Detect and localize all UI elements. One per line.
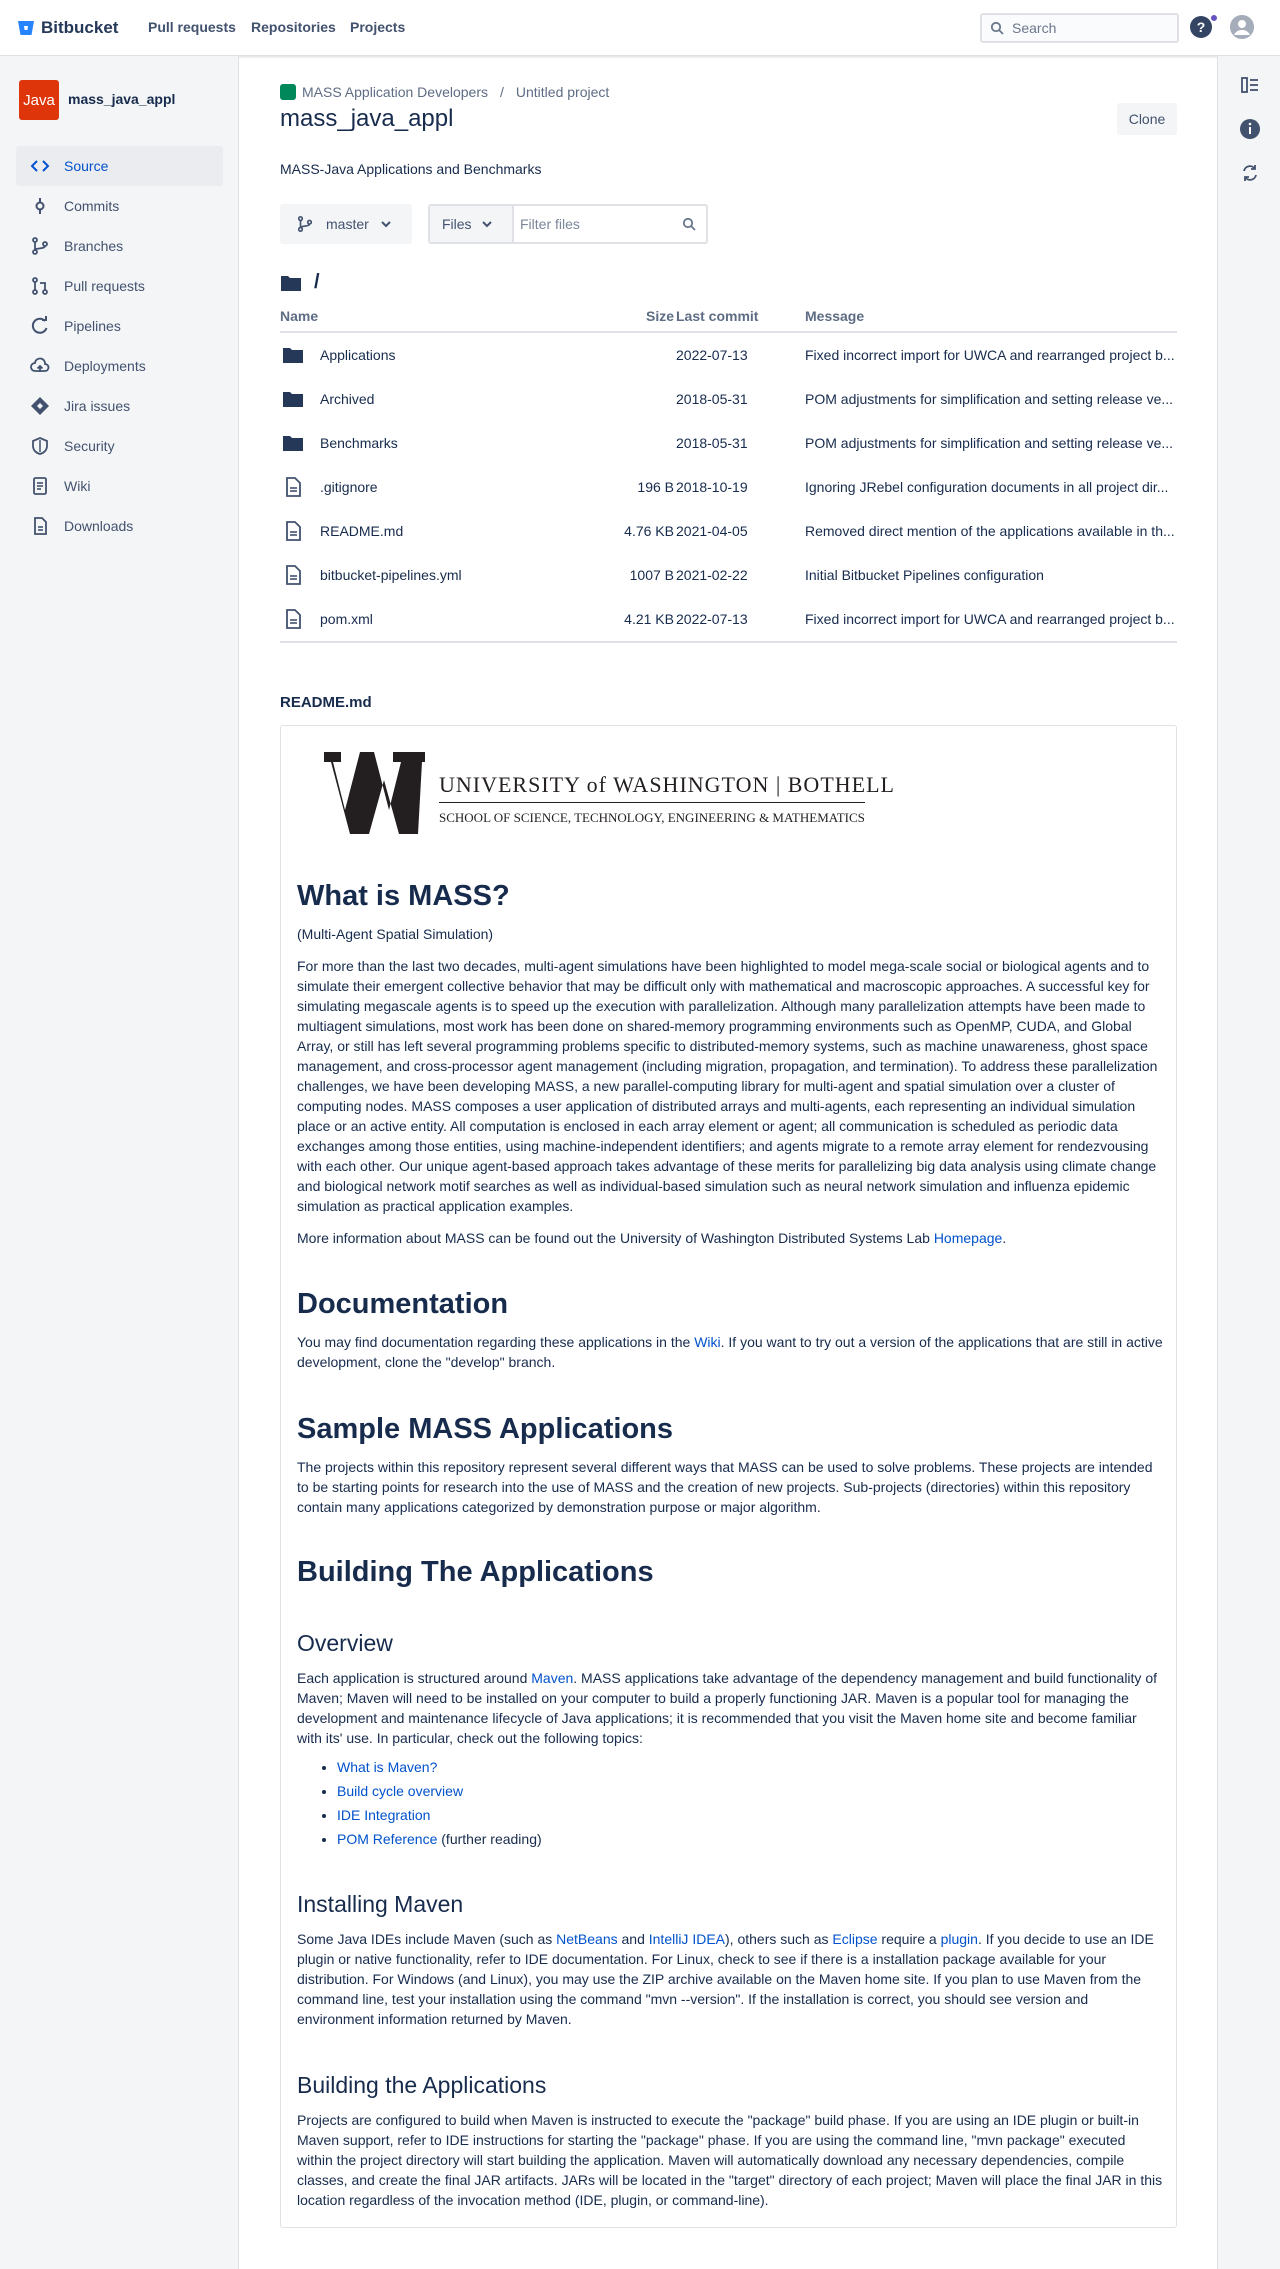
downloads-icon — [30, 516, 50, 536]
intellij-link[interactable]: IntelliJ IDEA — [648, 1931, 725, 1947]
file-filter — [428, 204, 708, 244]
commit-icon — [30, 196, 50, 216]
commit-message[interactable]: Fixed incorrect import for UWCA and rearranged project b... — [805, 611, 1175, 627]
sidebar-item-jira-issues[interactable] — [16, 386, 223, 426]
file-name[interactable]: README.md — [320, 523, 404, 539]
sidebar-item-deployments[interactable] — [16, 346, 223, 386]
topic-link[interactable]: Build cycle overview — [337, 1783, 464, 1799]
homepage-link[interactable]: Homepage — [933, 1230, 1003, 1246]
text: . MASS applications take advantage of the dependency management and build functionality of Maven; Maven will need to be installed on your computer to build a properly functioning JAR. Maven is a popular tool for managing the development and maintenance lifecycle of Java applications; it is recommended that you visit the Maven home site and become familiar with its' use. In particular, check out the following topics: — [297, 1670, 1158, 1746]
table-row[interactable] — [280, 422, 1177, 466]
column-name[interactable]: Name — [280, 308, 319, 324]
folder-icon — [282, 388, 304, 410]
paragraph-documentation — [297, 1332, 1163, 1372]
topic-suffix: (further reading) — [437, 1831, 542, 1847]
paragraph-more-info — [297, 1228, 1163, 1248]
search-input[interactable] — [980, 13, 1179, 43]
sidebar-item-commits[interactable] — [16, 186, 223, 226]
sync-icon[interactable] — [1239, 162, 1261, 184]
logo-line1: UNIVERSITY of WASHINGTON | BOTHELL — [439, 772, 895, 797]
plugin-link[interactable]: plugin — [940, 1931, 978, 1947]
bitbucket-icon — [17, 19, 35, 37]
commit-message[interactable]: POM adjustments for simplification and setting release ve... — [805, 391, 1174, 407]
heading-sample-apps: Sample MASS Applications — [297, 1413, 673, 1445]
repo-description: MASS-Java Applications and Benchmarks — [280, 161, 542, 177]
column-message[interactable]: Message — [805, 308, 865, 324]
clone-button[interactable]: Clone — [1117, 103, 1177, 135]
file-size: 4.76 KB — [624, 523, 674, 539]
file-size: 4.21 KB — [624, 611, 674, 627]
sidebar-item-label: Pipelines — [64, 318, 121, 334]
sidebar-item-security[interactable] — [16, 426, 223, 466]
commit-message[interactable]: Ignoring JRebel configuration documents in all project dir... — [805, 479, 1169, 495]
commit-message[interactable]: Initial Bitbucket Pipelines configuration — [805, 567, 1044, 583]
last-commit-date: 2018-05-31 — [676, 435, 748, 451]
heading-building-applications: Building the Applications — [297, 2072, 547, 2098]
text: Some Java IDEs include Maven (such as — [297, 1931, 557, 1947]
top-navigation — [0, 0, 1280, 56]
last-commit-date: 2022-07-13 — [676, 611, 748, 627]
help-icon[interactable]: ? — [1190, 16, 1212, 38]
topic-link[interactable]: What is Maven? — [337, 1759, 438, 1775]
file-name[interactable]: Applications — [320, 347, 396, 363]
text: More information about MASS can be found out the University of Washington Distributed Systems Lab — [297, 1230, 934, 1246]
file-icon — [282, 564, 304, 586]
heading-building: Building The Applications — [297, 1556, 654, 1588]
current-path — [280, 271, 320, 294]
commit-message[interactable]: Removed direct mention of the applications available in th... — [805, 523, 1175, 539]
file-icon — [282, 476, 304, 498]
last-commit-date: 2018-10-19 — [676, 479, 748, 495]
file-icon — [282, 520, 304, 542]
sidebar-item-downloads[interactable] — [16, 506, 223, 546]
file-name[interactable]: pom.xml — [320, 611, 373, 627]
last-commit-date: 2021-02-22 — [676, 567, 748, 583]
search-icon — [682, 217, 696, 231]
last-commit-date: 2018-05-31 — [676, 391, 748, 407]
filter-files-input[interactable]: Filter files — [520, 216, 580, 232]
files-dropdown[interactable] — [430, 206, 514, 242]
paragraph-sample-apps: The projects within this repository represent several different ways that MASS can be used to solve problems. These projects are intended to be starting points for research into the use of MASS and the creation of new projects. Sub-projects (directories) within this repository contain many applications categorized by demonstration purpose or major algorithm. — [297, 1459, 1153, 1515]
file-size: 196 B — [637, 479, 674, 495]
table-row[interactable] — [280, 510, 1177, 554]
bitbucket-logo[interactable] — [17, 17, 118, 39]
branch-name: master — [326, 216, 369, 232]
sidebar-item-pipelines[interactable] — [16, 306, 223, 346]
workspace-icon — [280, 84, 296, 100]
list-item — [337, 1829, 1163, 1853]
file-size: 1007 B — [629, 567, 674, 583]
breadcrumb-project[interactable]: Untitled project — [515, 84, 610, 100]
nav-repositories[interactable]: Repositories — [251, 19, 336, 35]
text: require a — [877, 1931, 941, 1947]
info-icon[interactable] — [1239, 118, 1261, 140]
text: . — [1002, 1230, 1007, 1246]
logo-line2: SCHOOL OF SCIENCE, TECHNOLOGY, ENGINEERING & MATHEMATICS — [439, 810, 865, 825]
table-divider — [280, 641, 1177, 643]
text: Each application is structured around — [297, 1670, 532, 1686]
uw-logo-w — [297, 748, 425, 838]
file-name[interactable]: bitbucket-pipelines.yml — [320, 567, 462, 583]
logo-rule — [439, 802, 865, 803]
sidebar-item-pull-requests[interactable] — [16, 266, 223, 306]
text: . If you want to try out a version of the applications that are still in active development, clone the "develop" branch. — [297, 1334, 1163, 1370]
file-name[interactable]: Benchmarks — [320, 435, 398, 451]
page-title: mass_java_appl — [280, 105, 454, 132]
pipelines-icon — [30, 316, 50, 336]
table-row[interactable] — [280, 554, 1177, 598]
breadcrumb-workspace[interactable]: MASS Application Developers — [302, 84, 488, 100]
table-row[interactable] — [280, 334, 1177, 378]
sidebar-item-label: Pull requests — [64, 278, 145, 294]
last-commit-date: 2022-07-13 — [676, 347, 748, 363]
text: You may find documentation regarding these applications in the — [297, 1334, 695, 1350]
netbeans-link[interactable]: NetBeans — [556, 1931, 618, 1947]
commit-message[interactable]: Fixed incorrect import for UWCA and rearranged project b... — [805, 347, 1175, 363]
uw-bothell-logo — [297, 748, 895, 838]
sidebar-item-label: Branches — [64, 238, 124, 254]
topic-link[interactable]: POM Reference — [337, 1831, 438, 1847]
sidebar-item-label: Downloads — [64, 518, 134, 534]
notification-dot — [1210, 14, 1218, 22]
wiki-icon — [30, 476, 50, 496]
sidebar-item-label: Wiki — [64, 478, 91, 494]
jira-icon — [30, 396, 50, 416]
pull-request-icon — [30, 276, 50, 296]
file-tree-icon[interactable] — [1239, 74, 1261, 96]
branch-icon — [296, 215, 314, 233]
search-icon — [990, 21, 1004, 35]
file-name[interactable]: Archived — [320, 391, 375, 407]
text: and — [617, 1931, 649, 1947]
brand-name: Bitbucket — [41, 18, 119, 37]
list-item — [337, 1805, 1163, 1829]
table-row[interactable] — [280, 378, 1177, 422]
paragraph-intro: For more than the last two decades, multi-agent simulations have been highlighted to model mega-scale social or biological agents and to simulate their emergent collective behavior that may be difficult only with mathematical and macroscopic approaches. A successful key for simulating megascale agents is to speed up the execution with parallelization. Although many parallelization attempts have been made to multiagent simulations, most work has been done on shared-memory programming environments such as OpenMP, CUDA, and Global Array, or still has left several programming problems specific to distributed-memory systems, such as machine unawareness, ghost space management, and cross-processor agent management (including migration, propagation, and termination). To address these parallelization challenges, we have been developing MASS, a new parallel-computing library for multi-agent and spatial simulation over a cluster of computing nodes. MASS composes a user application of distributed arrays and multi-agents, each representing an individual simulation place or an active entity. All computation is enclosed in each array element or agent; all communication is scheduled as periodic data exchanges among those entities, using machine-independent identifiers; and agents migrate to a remote array element for rendezvousing with each other. Our unique agent-based approach takes advantage of these merits for parallelizing big data analysis using climate change and biological network motif searches as well as individual-based simulation such as neural network simulation and influenza epidemic simulation as practical application examples. — [297, 958, 1158, 1214]
list-item — [337, 1781, 1163, 1805]
heading-overview: Overview — [297, 1630, 393, 1656]
branch-selector[interactable] — [280, 204, 412, 244]
repo-avatar[interactable]: Java — [19, 80, 59, 120]
shield-icon — [30, 436, 50, 456]
sidebar-item-label: Security — [64, 438, 115, 454]
chevron-down-icon — [381, 220, 391, 228]
sidebar — [0, 56, 239, 2269]
source-icon — [30, 156, 50, 176]
sidebar-item-label: Deployments — [64, 358, 146, 374]
paragraph-installing — [297, 1929, 1163, 2029]
subtitle: (Multi-Agent Spatial Simulation) — [297, 926, 494, 942]
table-row[interactable] — [280, 598, 1177, 642]
commit-message[interactable]: POM adjustments for simplification and setting release ve... — [805, 435, 1174, 451]
column-size[interactable]: Size — [645, 308, 674, 324]
table-row[interactable] — [280, 466, 1177, 510]
folder-icon — [282, 432, 304, 454]
folder-icon — [282, 344, 304, 366]
files-label: Files — [442, 216, 472, 232]
chevron-down-icon — [482, 220, 492, 228]
topics-list — [297, 1757, 1163, 1853]
deployments-icon — [30, 356, 50, 376]
path-label: / — [314, 271, 320, 293]
sidebar-item-branches[interactable] — [16, 226, 223, 266]
branch-icon — [30, 236, 50, 256]
file-name[interactable]: .gitignore — [320, 479, 378, 495]
paragraph-overview — [297, 1668, 1163, 1748]
maven-link[interactable]: Maven — [531, 1670, 574, 1686]
last-commit-date: 2021-04-05 — [676, 523, 748, 539]
list-item — [337, 1757, 1163, 1781]
folder-icon — [280, 274, 302, 292]
heading-what-is-mass: What is MASS? — [297, 880, 510, 912]
user-icon — [1230, 15, 1254, 39]
sidebar-item-label: Commits — [64, 198, 120, 214]
wiki-link[interactable]: Wiki — [694, 1334, 721, 1350]
sidebar-item-label: Jira issues — [64, 398, 131, 414]
file-icon — [282, 608, 304, 630]
text: ), others such as — [725, 1931, 833, 1947]
eclipse-link[interactable]: Eclipse — [832, 1931, 878, 1947]
avatar[interactable] — [1230, 15, 1254, 39]
nav-pull-requests[interactable]: Pull requests — [148, 19, 236, 35]
heading-installing-maven: Installing Maven — [297, 1891, 464, 1917]
topic-link[interactable]: IDE Integration — [337, 1807, 431, 1823]
readme-title: README.md — [280, 694, 372, 711]
search-placeholder: Search — [1012, 20, 1057, 36]
paragraph-building: Projects are configured to build when Maven is instructed to execute the "package" build phase. If you are using an IDE plugin or built-in Maven support, refer to IDE instructions for starting the "package" phase. If you are using the command line, "mvn package" executed within the project directory will start building the application. Maven will automatically download any necessary dependencies, compile classes, and create the final JAR artifacts. JARs will be located in the "target" directory of each project; Maven will place the final JAR in this location regardless of the invocation method (IDE, plugin, or command-line). — [297, 2112, 1163, 2208]
text: . If you decide to use an IDE plugin or native functionality, refer to IDE documentation. For Linux, check to see if there is a installation package available for your distribution. For Windows (and Linux), you may use the ZIP archive available on the Maven home site. If you plan to use Maven from the command line, test your installation using the command "mvn --version". If the installation is correct, you should see version and environment information returned by Maven. — [297, 1931, 1154, 2027]
right-rail — [1217, 56, 1280, 2269]
breadcrumb-separator: / — [500, 84, 504, 100]
column-last-commit[interactable]: Last commit — [676, 308, 759, 324]
table-header — [280, 308, 1177, 333]
sidebar-item-wiki[interactable] — [16, 466, 223, 506]
repo-name[interactable]: mass_java_appl — [68, 91, 176, 107]
heading-documentation: Documentation — [297, 1288, 509, 1320]
sidebar-item-source[interactable] — [16, 146, 223, 186]
sidebar-item-label: Source — [64, 158, 109, 174]
breadcrumb — [280, 84, 609, 100]
nav-projects[interactable]: Projects — [350, 19, 406, 35]
